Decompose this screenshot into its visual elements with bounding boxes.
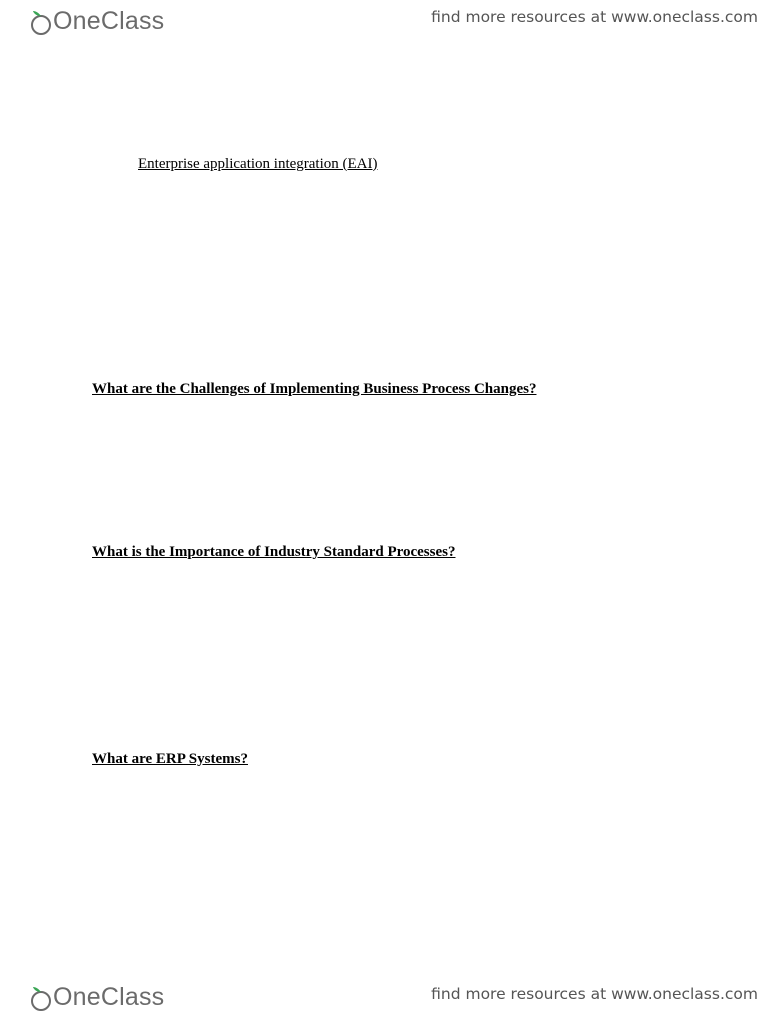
footer-logo[interactable] (30, 978, 164, 1010)
logo-text: OneClass (53, 7, 165, 35)
header-tagline-link[interactable]: find more resources at www.oneclass.com (431, 8, 758, 26)
heading-industry-standard: What is the Importance of Industry Standard Processes? (92, 544, 456, 560)
footer-tagline-link[interactable]: find more resources at www.oneclass.com (431, 985, 758, 1003)
oneclass-leaf-icon (30, 10, 52, 34)
heading-challenges: What are the Challenges of Implementing Business Process Changes? (92, 381, 537, 397)
oneclass-leaf-icon (30, 986, 52, 1010)
subheading-eai: Enterprise application integration (EAI) (138, 156, 378, 172)
heading-erp-systems: What are ERP Systems? (92, 751, 248, 767)
logo-text: OneClass (53, 983, 165, 1011)
header-logo[interactable] (30, 2, 164, 34)
